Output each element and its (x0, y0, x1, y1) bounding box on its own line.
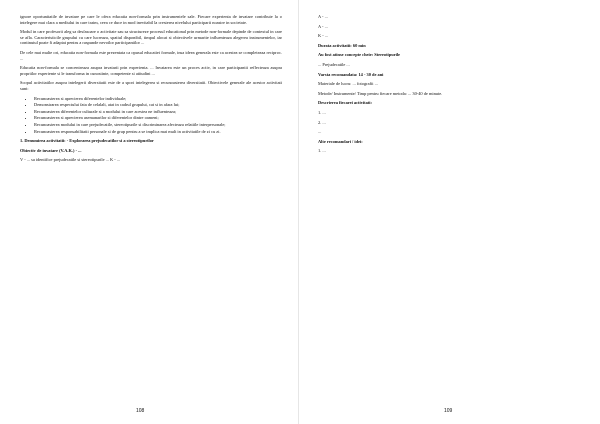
left-paragraph-5: Scopul activitatilor asupra intelegerii diversitatii este de a spori intelegerea si recunoasterea diversitatii. Obiectivele generale ale acestor activitati sunt: (20, 80, 282, 91)
list-item: • Recunoasterea modului in care prejudecatile, stereotipurile si discriminarea afecteaza relatiile interpersonale; (34, 122, 282, 128)
step-1: 1. ... (318, 109, 326, 115)
activity-text: V - ... sa identifice prejudecatile si stereotipurile ... K - ... (20, 157, 121, 163)
page-gutter (298, 0, 299, 424)
extra-title: Alte recomandari / idei: (318, 138, 363, 144)
focus-text: ... Prejudecatile ... (318, 61, 350, 67)
materials: Materiale de lucru: ... fotografii ... (318, 81, 378, 87)
list-item: • Recunoasterea si aprecierea diferentelor individuale; (34, 96, 282, 102)
list-item: • Recunoasterea si aprecierea asemanarilor si diferentelor dintre oameni; (34, 115, 282, 121)
page-number-left: 108 (136, 408, 145, 414)
right-page (318, 14, 580, 394)
steps-title: Descrierea fiecarei activitati: (318, 100, 372, 106)
step-2: 2. ... (318, 119, 326, 125)
left-paragraph-3: De cele mai multe ori, educatia non-formala este prezentata ca opusul educatiei formale, insa ideea generala este ca acestea se completeaza reciproc. ... (20, 49, 282, 61)
age-range: Varsta recomandata: 14 - 30 de ani (318, 71, 384, 77)
list-item: • Recunoasterea diferentelor culturale si a modului in care acestea ne influenteaza; (34, 109, 282, 115)
activity-title: 1. Denumirea activitatii: - Explorarea prejudecatilor si a stereotipurilor (20, 138, 154, 144)
focus-title: Au fost atinse concepte cheie: Stereotipurile (318, 52, 400, 58)
left-paragraph-4: Educatia non-formala se concentreaza asupra invatarii prin experienta. ... Invatarea este un proces activ, in care participantii reflecteaza asupra propriilor experiente si le transforma in cunostinte, competente si atitudini ... (20, 65, 282, 76)
objectives-list (20, 96, 282, 135)
activity-objective: Obiectiv de invatare (V.A.K.) - ... (20, 147, 82, 153)
extra-text: 1. ... (318, 148, 326, 154)
list-item: • Demonstrarea respectului fata de celalalt, atat in cadrul grupului, cat si in afara lui; (34, 102, 282, 108)
left-paragraph-1: ignore oportunitatile de invatare pe care le ofera educatia non-formala prin instrumentele sale. Fiecare experienta de invatare contribuie la o intelegere mai clara a mediului in care traim, ceea ce duce in mod inevitabil la cresterea nivelului participarii noastre in societate. (20, 14, 282, 25)
objective-line: A - ... (318, 14, 328, 19)
closing-text: ... (318, 129, 322, 135)
list-item: • Recunoasterea responsabilitatii personale si de grup pentru a se implica mai mult in activitatile de zi cu zi. (34, 129, 282, 135)
left-paragraph-2: Modul in care profesorii aleg sa desfasoare o activitate sau sa structureze procesul educational prin metode non-formale depinde de contextul in care se afla. Caracteristicile grupului cu care lucreaza, spatiul disponibil, timpul alocat si obiectivele urmarite influenteaza alegerea instrumentelor, iar continutul poate fi adaptat pentru a raspunde nevoilor participantilor ... (20, 29, 282, 46)
duration: Durata activitatii: 60 min (318, 42, 366, 48)
objective-line: A - ... (318, 23, 328, 29)
objective-line: K - ... (318, 33, 329, 39)
left-page (20, 14, 282, 394)
page-number-right: 109 (444, 408, 453, 414)
methods: Metode/ Instrumente/ Timp pentru fiecare metoda: ... 30-40 de minute. (318, 90, 443, 96)
